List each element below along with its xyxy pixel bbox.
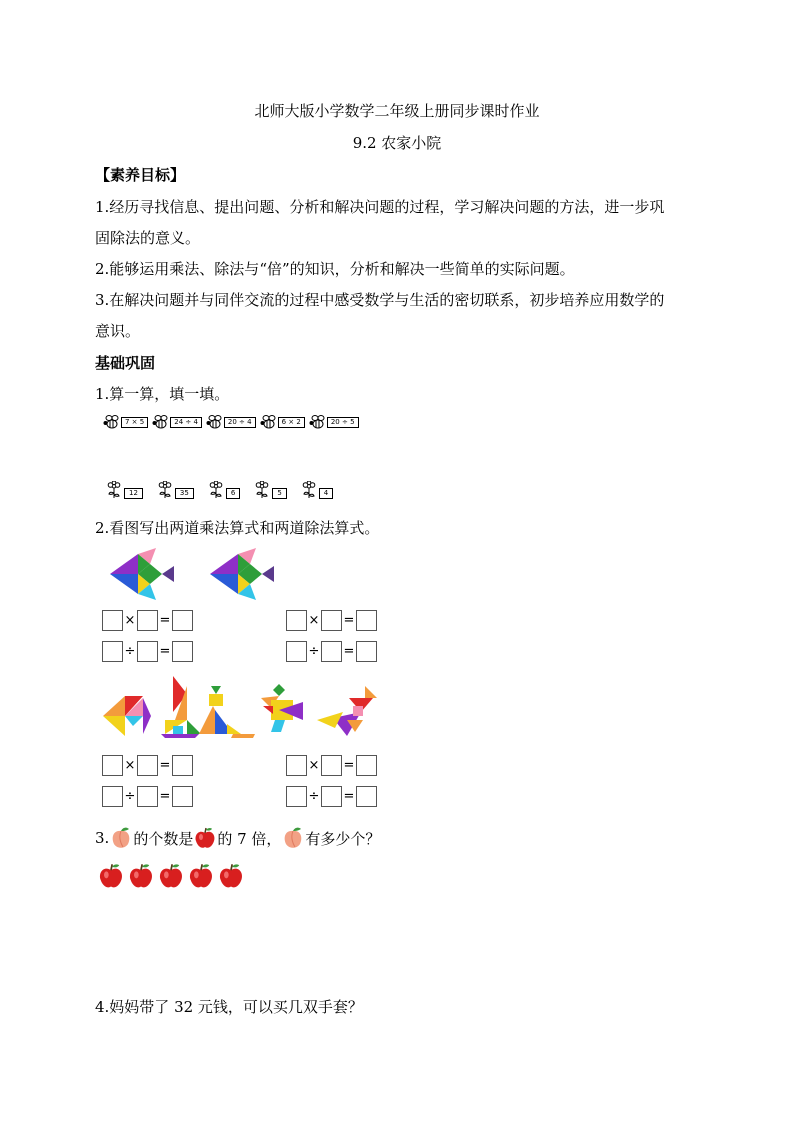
answer-box[interactable] — [172, 786, 193, 807]
bee-row — [103, 414, 363, 430]
flower-icon — [106, 481, 122, 499]
flower-item — [254, 481, 286, 499]
equals-sign: = — [159, 613, 171, 628]
equation-divide — [102, 641, 193, 662]
equals-sign: = — [343, 644, 355, 659]
lesson-title: 9.2 农家小院 — [352, 134, 442, 152]
flower-item — [208, 481, 240, 499]
equals-sign: = — [343, 758, 355, 773]
answer-box[interactable] — [286, 786, 307, 807]
flower-answer: 35 — [175, 488, 194, 499]
equals-sign: = — [159, 644, 171, 659]
bee-expression: 20 ÷ 4 — [224, 417, 256, 428]
q1-text: 1.算一算，填一填。 — [95, 385, 230, 403]
bee-expression: 7 × 5 — [121, 417, 148, 428]
peach-icon — [281, 826, 305, 850]
answer-box[interactable] — [137, 641, 158, 662]
answer-box[interactable] — [172, 641, 193, 662]
equation-multiply — [286, 755, 377, 776]
section-title: 基础巩固 — [95, 354, 156, 372]
bee-icon — [103, 414, 121, 430]
apple-icon — [217, 862, 245, 894]
equation-divide — [102, 786, 193, 807]
flower-icon — [301, 481, 317, 499]
flower-answer: 6 — [226, 488, 240, 499]
answer-box[interactable] — [356, 786, 377, 807]
flower-icon — [208, 481, 224, 499]
apple-row — [97, 862, 247, 894]
divide-sign: ÷ — [308, 644, 320, 659]
answer-box[interactable] — [321, 755, 342, 776]
multiply-sign: × — [308, 613, 320, 628]
equals-sign: = — [159, 789, 171, 804]
bee-item — [152, 414, 202, 430]
q3-part-2: 的 7 倍， — [217, 829, 282, 848]
flower-icon — [157, 481, 173, 499]
answer-box[interactable] — [356, 641, 377, 662]
flower-icon — [254, 481, 270, 499]
apple-icon — [187, 862, 215, 894]
q3-text — [95, 826, 380, 850]
goal-1-line-1: 1.经历寻找信息、提出问题、分析和解决问题的过程，学习解决问题的方法，进一步巩 — [95, 198, 665, 216]
answer-box[interactable] — [286, 755, 307, 776]
goal-3-line-2: 意识。 — [95, 322, 141, 340]
tangram-figure-4 — [261, 684, 303, 732]
bee-item — [103, 414, 148, 430]
tangram-figure-1 — [103, 696, 151, 736]
multiply-sign: × — [124, 758, 136, 773]
divide-sign: ÷ — [308, 789, 320, 804]
answer-box[interactable] — [172, 610, 193, 631]
bee-icon — [260, 414, 278, 430]
multiply-sign: × — [308, 758, 320, 773]
answer-box[interactable] — [137, 610, 158, 631]
multiply-sign: × — [124, 613, 136, 628]
apple-icon — [157, 862, 185, 894]
q2-text: 2.看图写出两道乘法算式和两道除法算式。 — [95, 519, 380, 537]
answer-box[interactable] — [102, 610, 123, 631]
equals-sign: = — [159, 758, 171, 773]
q4-text: 4.妈妈带了 32 元钱，可以买几双手套？ — [95, 998, 363, 1016]
goal-1-line-2: 固除法的意义。 — [95, 229, 201, 247]
answer-box[interactable] — [137, 786, 158, 807]
bee-expression: 24 ÷ 4 — [170, 417, 202, 428]
goal-2: 2.能够运用乘法、除法与“倍”的知识，分析和解决一些简单的实际问题。 — [95, 260, 575, 278]
tangram-figure-3 — [199, 686, 255, 738]
equation-multiply — [102, 755, 193, 776]
equation-multiply — [286, 610, 377, 631]
apple-icon — [127, 862, 155, 894]
doc-title: 北师大版小学数学二年级上册同步课时作业 — [254, 102, 540, 120]
answer-box[interactable] — [137, 755, 158, 776]
peach-icon — [109, 826, 133, 850]
flower-item — [106, 481, 143, 499]
answer-box[interactable] — [286, 641, 307, 662]
answer-box[interactable] — [321, 786, 342, 807]
bee-icon — [309, 414, 327, 430]
goals-heading: 【素养目标】 — [95, 166, 186, 184]
equals-sign: = — [343, 789, 355, 804]
divide-sign: ÷ — [124, 789, 136, 804]
tangram-fish-2 — [210, 548, 280, 600]
flower-row — [106, 481, 347, 499]
q3-part-3: 有多少个？ — [305, 829, 381, 848]
equation-divide — [286, 786, 377, 807]
flower-answer: 5 — [272, 488, 286, 499]
bee-icon — [206, 414, 224, 430]
q3-prefix: 3. — [95, 829, 110, 847]
equals-sign: = — [343, 613, 355, 628]
bee-icon — [152, 414, 170, 430]
tangram-figures — [103, 676, 383, 740]
apple-icon — [97, 862, 125, 894]
answer-box[interactable] — [356, 610, 377, 631]
tangram-fish-1 — [110, 548, 180, 600]
bee-item — [206, 414, 256, 430]
flower-answer: 4 — [319, 488, 333, 499]
divide-sign: ÷ — [124, 644, 136, 659]
equation-multiply — [102, 610, 193, 631]
tangram-figure-2 — [161, 676, 201, 738]
equation-divide — [286, 641, 377, 662]
answer-box[interactable] — [321, 641, 342, 662]
answer-box[interactable] — [172, 755, 193, 776]
bee-expression: 20 ÷ 5 — [327, 417, 359, 428]
answer-box[interactable] — [286, 610, 307, 631]
bee-item — [309, 414, 359, 430]
bee-expression: 6 × 2 — [278, 417, 305, 428]
answer-box[interactable] — [356, 755, 377, 776]
answer-box[interactable] — [102, 755, 123, 776]
apple-icon — [193, 826, 217, 850]
tangram-figure-5 — [317, 686, 377, 736]
answer-box[interactable] — [102, 786, 123, 807]
q3-part-1: 的个数是 — [133, 829, 194, 848]
flower-item — [157, 481, 194, 499]
flower-answer: 12 — [124, 488, 143, 499]
answer-box[interactable] — [321, 610, 342, 631]
bee-item — [260, 414, 305, 430]
answer-box[interactable] — [102, 641, 123, 662]
flower-item — [301, 481, 333, 499]
goal-3-line-1: 3.在解决问题并与同伴交流的过程中感受数学与生活的密切联系，初步培养应用数学的 — [95, 291, 665, 309]
